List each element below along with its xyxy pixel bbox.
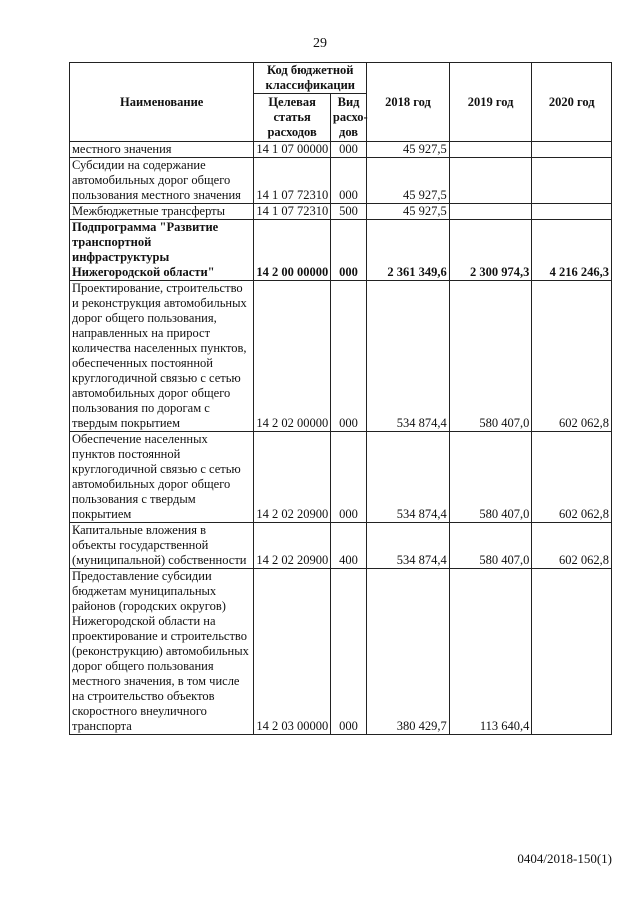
table-row [70, 142, 612, 158]
table-row [70, 281, 612, 432]
row-value-2018: 534 874,4 [367, 432, 450, 523]
row-target-code: 14 2 02 20900 [254, 523, 331, 569]
row-value-2019: 2 300 974,3 [449, 220, 532, 281]
row-value-2020: 4 216 246,3 [532, 220, 612, 281]
row-value-2018: 45 927,5 [367, 204, 450, 220]
row-name: Подпрограмма "Развитие транспортной инфраструктуры Нижегородской области" [70, 220, 254, 281]
row-expense-type: 000 [330, 432, 366, 523]
row-name: Межбюджетные трансферты [70, 204, 254, 220]
row-value-2019: 580 407,0 [449, 281, 532, 432]
row-expense-type: 000 [330, 281, 366, 432]
row-target-code: 14 2 00 00000 [254, 220, 331, 281]
row-value-2020 [532, 142, 612, 158]
row-value-2020 [532, 204, 612, 220]
row-target-code: 14 2 02 00000 [254, 281, 331, 432]
row-name: Обеспечение населенных пунктов постоянной круглогодичной связью с сетью автомобильных дорог общего пользования с твердым покрытием [70, 432, 254, 523]
header-2018: 2018 год [367, 63, 450, 142]
row-target-code: 14 1 07 72310 [254, 158, 331, 204]
table-row [70, 523, 612, 569]
row-value-2020: 602 062,8 [532, 281, 612, 432]
row-value-2019 [449, 142, 532, 158]
row-target-code: 14 2 02 20900 [254, 432, 331, 523]
row-value-2019: 580 407,0 [449, 523, 532, 569]
row-target-code: 14 1 07 00000 [254, 142, 331, 158]
header-type: Вид расхо-дов [330, 94, 366, 142]
header-target: Целевая статья расходов [254, 94, 331, 142]
table-body [70, 142, 612, 735]
header-2020: 2020 год [532, 63, 612, 142]
row-value-2020 [532, 569, 612, 735]
row-value-2020: 602 062,8 [532, 432, 612, 523]
row-value-2019 [449, 158, 532, 204]
row-target-code: 14 2 03 00000 [254, 569, 331, 735]
document-code: 0404/2018-150(1) [517, 851, 612, 866]
table-row [70, 569, 612, 735]
table-header [70, 63, 612, 142]
row-value-2018: 45 927,5 [367, 142, 450, 158]
row-value-2020: 602 062,8 [532, 523, 612, 569]
header-code-group: Код бюджетной классификации [254, 63, 367, 94]
row-expense-type: 000 [330, 142, 366, 158]
header-2019: 2019 год [449, 63, 532, 142]
row-value-2019: 580 407,0 [449, 432, 532, 523]
row-expense-type: 000 [330, 569, 366, 735]
row-value-2018: 380 429,7 [367, 569, 450, 735]
row-name: Капитальные вложения в объекты государственной (муниципальной) собственности [70, 523, 254, 569]
page-number: 29 [313, 36, 327, 51]
header-name: Наименование [70, 63, 254, 142]
table-row [70, 158, 612, 204]
row-name: местного значения [70, 142, 254, 158]
table-row [70, 220, 612, 281]
row-value-2018: 534 874,4 [367, 523, 450, 569]
row-value-2018: 2 361 349,6 [367, 220, 450, 281]
row-target-code: 14 1 07 72310 [254, 204, 331, 220]
row-expense-type: 000 [330, 220, 366, 281]
table-row [70, 204, 612, 220]
row-expense-type: 400 [330, 523, 366, 569]
table-row [70, 432, 612, 523]
row-value-2019 [449, 204, 532, 220]
row-value-2020 [532, 158, 612, 204]
row-name: Предоставление субсидии бюджетам муниципальных районов (городских округов) Нижегородской области на проектирование и строительство (реконструкцию) автомобильных дорог общего пользования местного значения, в том числе на строительство объектов скоростного внеуличного транспорта [70, 569, 254, 735]
row-name: Проектирование, строительство и реконструкция автомобильных дорог общего пользования, направленных на прирост количества населенных пунктов, обеспеченных постоянной круглогодичной связью с сетью автомобильных дорог общего пользования по дорогам с твердым покрытием [70, 281, 254, 432]
row-expense-type: 000 [330, 158, 366, 204]
row-value-2018: 534 874,4 [367, 281, 450, 432]
row-value-2018: 45 927,5 [367, 158, 450, 204]
row-expense-type: 500 [330, 204, 366, 220]
row-name: Субсидии на содержание автомобильных дорог общего пользования местного значения [70, 158, 254, 204]
budget-table [69, 62, 612, 735]
row-value-2019: 113 640,4 [449, 569, 532, 735]
